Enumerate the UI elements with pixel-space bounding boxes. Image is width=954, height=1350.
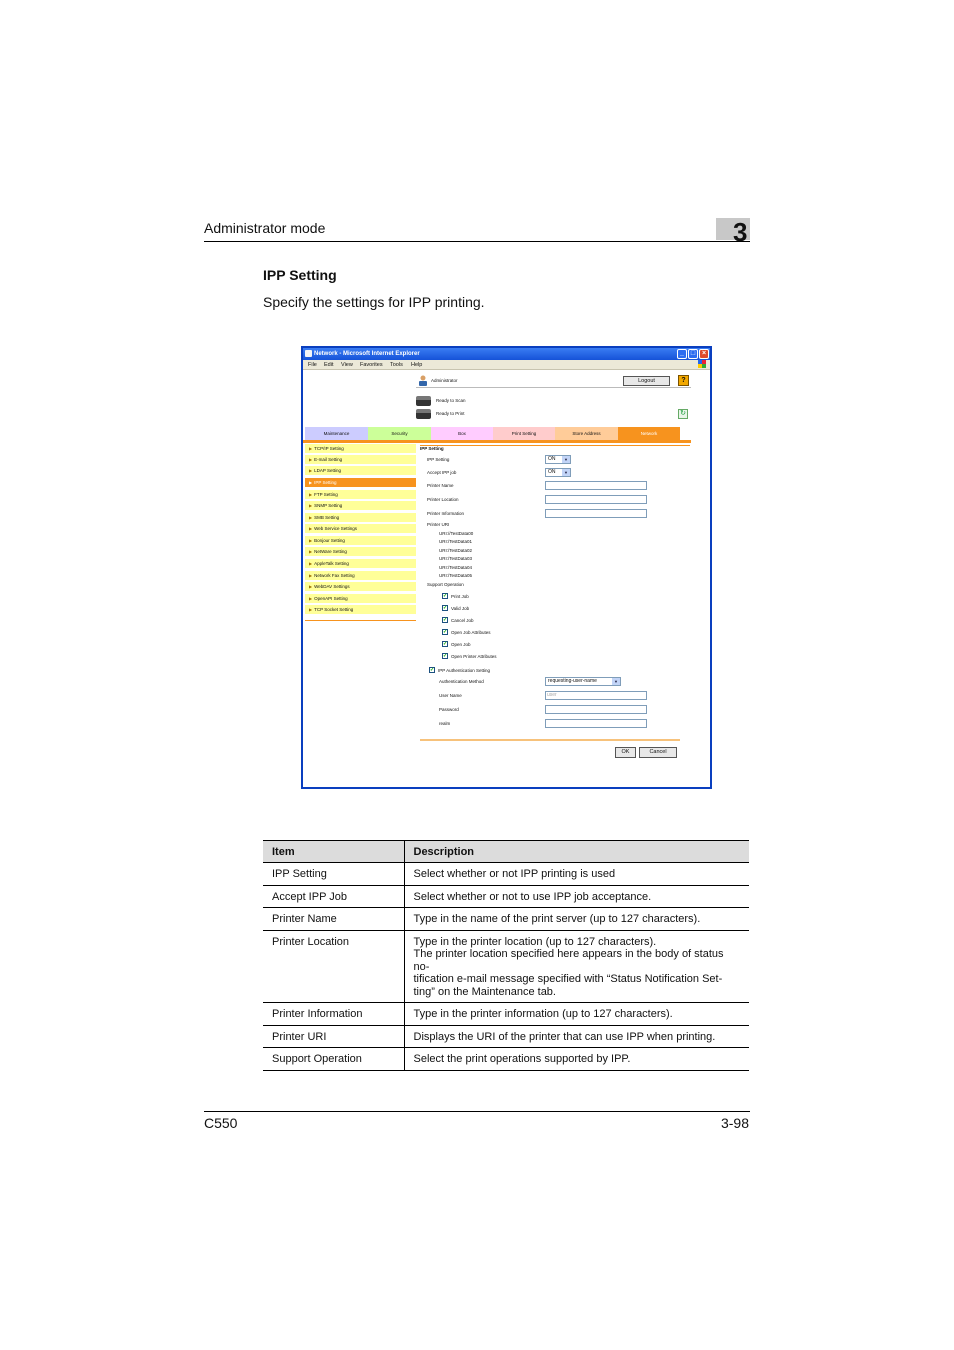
row-description: Select the print operations supported by IPP.: [404, 1048, 749, 1071]
password-label: Password: [439, 707, 459, 712]
row-description: Displays the URI of the printer that can use IPP when printing.: [404, 1025, 749, 1048]
sidebar-item-email[interactable]: ▶ E-mail Setting: [305, 455, 416, 465]
row-description: Select whether or not to use IPP job acceptance.: [404, 885, 749, 908]
close-icon[interactable]: ×: [699, 349, 709, 359]
auth-method-label: Authentication Method: [439, 679, 484, 684]
row-item: Accept IPP Job: [263, 885, 404, 908]
table-row: [263, 908, 749, 931]
printer-uri-2: URI:/TestData02: [439, 548, 473, 553]
password-input[interactable]: [545, 705, 647, 714]
table-row: [263, 1003, 749, 1026]
tab-underline: [303, 440, 691, 443]
header-rule: [204, 241, 750, 242]
row-description: Type in the printer information (up to 127 characters).: [404, 1003, 749, 1026]
printer-uri-label: Printer URI: [427, 522, 450, 527]
window-titlebar: [303, 348, 710, 360]
row-item: Printer Information: [263, 1003, 404, 1026]
minimize-icon[interactable]: _: [677, 349, 687, 359]
valid-job-checkbox[interactable]: ✓: [443, 605, 448, 611]
table-row: [263, 930, 749, 1003]
accept-ipp-label: Accept IPP job: [427, 470, 457, 475]
user-label: Administrator: [431, 378, 458, 383]
windows-logo-icon: [698, 360, 706, 368]
open-job-attributes-checkbox[interactable]: ✓: [443, 629, 448, 635]
chevron-down-icon: ▼: [562, 469, 570, 476]
section-title: IPP Setting: [263, 267, 337, 283]
footer-page-number: 3-98: [720, 1115, 749, 1131]
menu-file[interactable]: File: [308, 362, 317, 368]
ipp-setting-select[interactable]: ON ▼: [545, 455, 571, 464]
realm-input[interactable]: [545, 719, 647, 728]
sidebar-item-tcp-socket[interactable]: ▶ TCP Socket Setting: [305, 605, 416, 615]
open-printer-attributes-label: Open Printer Attributes: [451, 654, 497, 659]
row-description: Select whether or not IPP printing is used: [404, 863, 749, 886]
table-row: [263, 1025, 749, 1048]
form-title-rule: [420, 445, 690, 446]
printer-icon: [416, 409, 431, 419]
menu-tools[interactable]: Tools: [390, 362, 403, 368]
table-row: [263, 885, 749, 908]
sidebar-item-netware[interactable]: ▶ NetWare Setting: [305, 547, 416, 557]
table-row: [263, 863, 749, 886]
sidebar-item-ftp[interactable]: ▶ FTP Setting: [305, 490, 416, 500]
section-description: Specify the settings for IPP printing.: [263, 294, 485, 310]
sidebar-item-smb[interactable]: ▶ SMB Setting: [305, 513, 416, 523]
sidebar-item-web-service[interactable]: ▶ Web Service Settings: [305, 524, 416, 534]
menu-edit[interactable]: Edit: [324, 362, 334, 368]
sidebar-item-network-fax[interactable]: ▶ Network Fax Setting: [305, 571, 416, 581]
refresh-icon[interactable]: ↻: [678, 409, 688, 419]
print-job-checkbox[interactable]: ✓: [443, 593, 448, 599]
header-item: Item: [263, 841, 404, 863]
chevron-down-icon: ▼: [562, 456, 570, 463]
menu-help[interactable]: Help: [411, 362, 423, 368]
window-title: Network - Microsoft Internet Explorer: [314, 351, 420, 357]
printer-info-input[interactable]: [545, 509, 647, 518]
printer-name-input[interactable]: [545, 481, 647, 490]
row-item: Support Operation: [263, 1048, 404, 1071]
row-item: Printer Location: [263, 930, 404, 1003]
printer-name-label: Printer Name: [427, 483, 454, 488]
administrator-icon: [418, 375, 428, 386]
printer-uri-3: URI:/TestData03: [439, 556, 473, 561]
printer-location-label: Printer Location: [427, 497, 459, 502]
footer-model: C550: [204, 1115, 238, 1131]
scanner-icon: [416, 396, 431, 406]
row-item: Printer URI: [263, 1025, 404, 1048]
maximize-icon[interactable]: □: [688, 349, 698, 359]
table-header-row: [263, 841, 749, 863]
logout-button[interactable]: Logout: [623, 376, 670, 386]
tab-maintenance[interactable]: Maintenance: [305, 427, 368, 440]
open-printer-attributes-checkbox[interactable]: ✓: [443, 653, 448, 659]
printer-location-input[interactable]: [545, 495, 647, 504]
tab-store-address[interactable]: Store Address: [555, 427, 618, 440]
sidebar-item-appletalk[interactable]: ▶ AppleTalk Setting: [305, 559, 416, 569]
open-job-label: Open Job: [451, 642, 471, 647]
printer-uri-1: URI:/TestData01: [439, 539, 473, 544]
tab-print-setting[interactable]: Print Setting: [493, 427, 555, 440]
menu-bar: [303, 360, 710, 370]
running-header: Administrator mode: [204, 220, 326, 236]
printer-info-label: Printer Information: [427, 511, 465, 516]
footer-rule: [204, 1111, 750, 1112]
row-description: Type in the printer location (up to 127 characters). The printer location specified here appears in the body of status no- tification e-mail message specified with “Status Notification Set- ting” on the Maintenance tab.: [404, 930, 749, 1003]
sidebar-item-openapi[interactable]: ▶ OpenAPI Setting: [305, 594, 416, 604]
user-name-label: User Name: [439, 693, 462, 698]
help-button[interactable]: ?: [678, 375, 689, 386]
scan-status: Ready to Scan: [436, 398, 466, 403]
printer-uri-0: URI://TestData00: [439, 531, 474, 536]
tab-box[interactable]: Box: [431, 427, 493, 440]
ipp-setting-label: IPP Setting: [427, 457, 450, 462]
row-item: Printer Name: [263, 908, 404, 931]
settings-table: [263, 840, 749, 1071]
open-job-checkbox[interactable]: ✓: [443, 641, 448, 647]
user-name-input[interactable]: user: [545, 691, 647, 700]
sidebar-item-tcpip[interactable]: ▶ TCP/IP Setting: [305, 444, 416, 454]
open-job-attributes-label: Open Job Attributes: [451, 630, 491, 635]
ie-icon: [305, 350, 312, 357]
sidebar-item-ipp[interactable]: ▶ IPP Setting: [305, 478, 416, 488]
valid-job-label: Valid Job: [451, 606, 470, 611]
browser-window: [301, 346, 712, 789]
print-job-label: Print Job: [451, 594, 469, 599]
sidebar-rule: [305, 620, 416, 621]
cancel-job-checkbox[interactable]: ✓: [443, 617, 448, 623]
sidebar-item-bonjour[interactable]: ▶ Bonjour Setting: [305, 536, 416, 546]
tab-network[interactable]: Network: [618, 427, 680, 440]
realm-label: realm: [439, 721, 451, 726]
auth-method-select[interactable]: requesting-user-name ▼: [545, 677, 621, 686]
printer-uri-5: URI:/TestData05: [439, 573, 473, 578]
sidebar-item-webdav[interactable]: ▶ WebDAV Settings: [305, 582, 416, 592]
row-description: Type in the name of the print server (up to 127 characters).: [404, 908, 749, 931]
cancel-job-label: Cancel Job: [451, 618, 474, 623]
form-title: IPP Setting: [420, 446, 444, 451]
ipp-auth-label: IPP Authentication Setting: [438, 668, 490, 673]
chapter-number: 3: [733, 217, 748, 247]
table-row: [263, 1048, 749, 1071]
row-item: IPP Setting: [263, 863, 404, 886]
menu-view[interactable]: View: [341, 362, 353, 368]
tab-security[interactable]: Security: [368, 427, 431, 440]
sidebar-item-ldap[interactable]: ▶ LDAP Setting: [305, 466, 416, 476]
sidebar-item-snmp[interactable]: ▶ SNMP Setting: [305, 501, 416, 511]
printer-uri-4: URI:/TestData04: [439, 565, 473, 570]
user-rule: [416, 387, 691, 388]
ipp-auth-checkbox[interactable]: ✓: [430, 667, 435, 673]
print-status: Ready to Print: [436, 411, 465, 416]
cancel-button[interactable]: Cancel: [639, 747, 677, 758]
menu-favorites[interactable]: Favorites: [360, 362, 383, 368]
header-description: Description: [404, 841, 749, 863]
accept-ipp-select[interactable]: ON ▼: [545, 468, 571, 477]
form-bottom-rule: [420, 739, 680, 741]
ok-button[interactable]: OK: [615, 747, 636, 758]
chevron-down-icon: ▼: [612, 678, 620, 685]
support-operation-label: Support Operation: [427, 582, 464, 587]
